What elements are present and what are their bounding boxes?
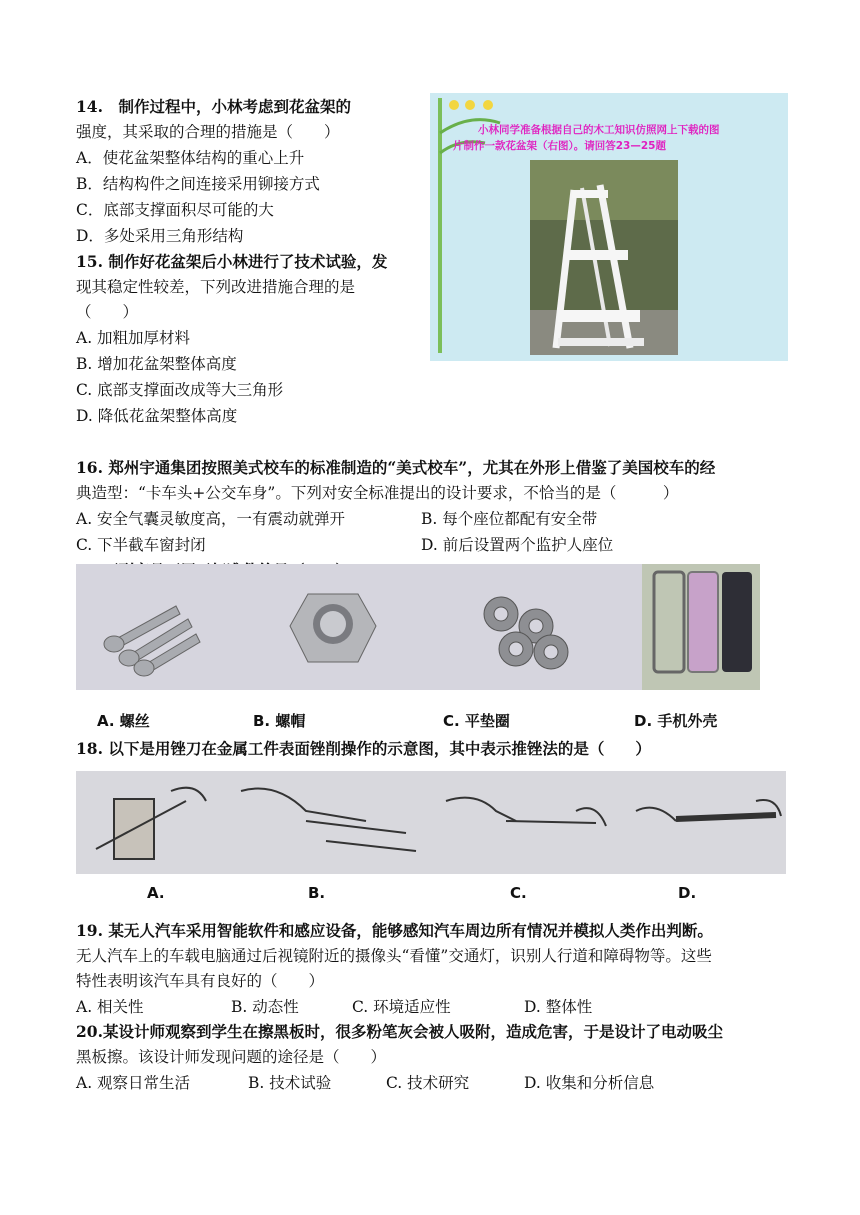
q16-option-b: B. 每个座位都配有安全带 — [421, 510, 598, 528]
q18-label-d: D. — [678, 884, 697, 902]
phone-case-icon — [642, 564, 760, 690]
q19-stem-line3: 特性表明该汽车具有良好的（ ） — [76, 972, 325, 990]
q20-stem-line1: 20.某设计师观察到学生在擦黑板时，很多粉笔灰会被人吸附，造成危害，于是设计了电动吸尘 — [76, 1022, 723, 1041]
q18-filing-image — [76, 771, 786, 874]
parts-illustration — [76, 564, 760, 690]
q19-option-a: A. 相关性 — [76, 998, 144, 1016]
q14-option-c: C．底部支撑面积尽可能的大 — [76, 201, 274, 219]
q15-stem-line3: （ ） — [76, 303, 139, 321]
q20-option-b: B. 技术试验 — [248, 1074, 332, 1092]
q19-stem-line2: 无人汽车上的车载电脑通过后视镜附近的摄像头“看懂”交通灯，识别人行道和障碍物等。这些 — [76, 947, 712, 965]
q15-stem-line1: 15. 制作好花盆架后小林进行了技术试验，发 — [76, 252, 388, 271]
q16-option-d: D. 前后设置两个监护人座位 — [421, 536, 614, 554]
q14-option-d: D．多处采用三角形结构 — [76, 227, 244, 245]
q15-option-c: C. 底部支撑面改成等大三角形 — [76, 381, 284, 399]
q18-label-c: C. — [510, 884, 527, 902]
q17-label-d: D. 手机外壳 — [634, 712, 718, 730]
q19-option-b: B. 动态性 — [231, 998, 299, 1016]
nut-icon — [290, 594, 376, 662]
q20-option-d: D. 收集和分析信息 — [524, 1074, 655, 1092]
q17-label-a: A. 螺丝 — [97, 712, 150, 730]
q15-option-a: A. 加粗加厚材料 — [76, 329, 191, 347]
figure-caption-line1: 小林同学准备根据自己的木工知识仿照网上下载的图 — [478, 124, 720, 136]
q14-option-a: A．使花盆架整体结构的重心上升 — [76, 149, 305, 167]
q19-option-c: C. 环境适应性 — [352, 998, 451, 1016]
q16-stem-line1: 16. 郑州宇通集团按照美式校车的标准制造的“美式校车”，尤其在外形上借鉴了美国校车的经 — [76, 458, 716, 477]
q20-option-a: A. 观察日常生活 — [76, 1074, 191, 1092]
q17-label-c: C. 平垫圈 — [443, 712, 510, 730]
q15-option-b: B. 增加花盆架整体高度 — [76, 355, 237, 373]
q20-option-c: C. 技术研究 — [386, 1074, 470, 1092]
q18-label-b: B. — [308, 884, 326, 902]
q18-label-a: A. — [147, 884, 165, 902]
q17-parts-image — [76, 564, 760, 690]
q19-option-d: D. 整体性 — [524, 998, 593, 1016]
flower-stand-photo — [530, 160, 678, 355]
q15-stem-line2: 现其稳定性较差，下列改进措施合理的是 — [76, 278, 356, 296]
q17-label-b: B. 螺帽 — [253, 712, 306, 730]
q14-option-b: B．结构构件之间连接采用铆接方式 — [76, 175, 320, 193]
filing-illustration — [76, 771, 786, 874]
q16-option-a: A. 安全气囊灵敏度高，一有震动就弹开 — [76, 510, 346, 528]
q19-stem-line1: 19. 某无人汽车采用智能软件和感应设备，能够感知汽车周边所有情况并模拟人类作出判断。 — [76, 921, 713, 940]
q14-stem-line2: 强度，其采取的合理的措施是（ ） — [76, 123, 340, 141]
q14-stem-line1: 14. 制作过程中，小林考虑到花盆架的 — [76, 97, 351, 116]
q16-option-c: C. 下半截车窗封闭 — [76, 536, 206, 554]
flower-stand-figure — [430, 93, 788, 361]
q20-stem-line2: 黑板擦。该设计师发现问题的途径是（ ） — [76, 1048, 387, 1066]
figure-caption-line2: 片制作一款花盆架（右图）。请回答23—25题 — [453, 140, 666, 152]
q18-stem: 18. 以下是用锉刀在金属工件表面锉削操作的示意图，其中表示推锉法的是（ ） — [76, 739, 651, 758]
q16-stem-line2: 典造型：“卡车头+公交车身”。下列对安全标准提出的设计要求，不恰当的是（ ） — [76, 484, 679, 502]
q15-option-d: D. 降低花盆架整体高度 — [76, 407, 238, 425]
